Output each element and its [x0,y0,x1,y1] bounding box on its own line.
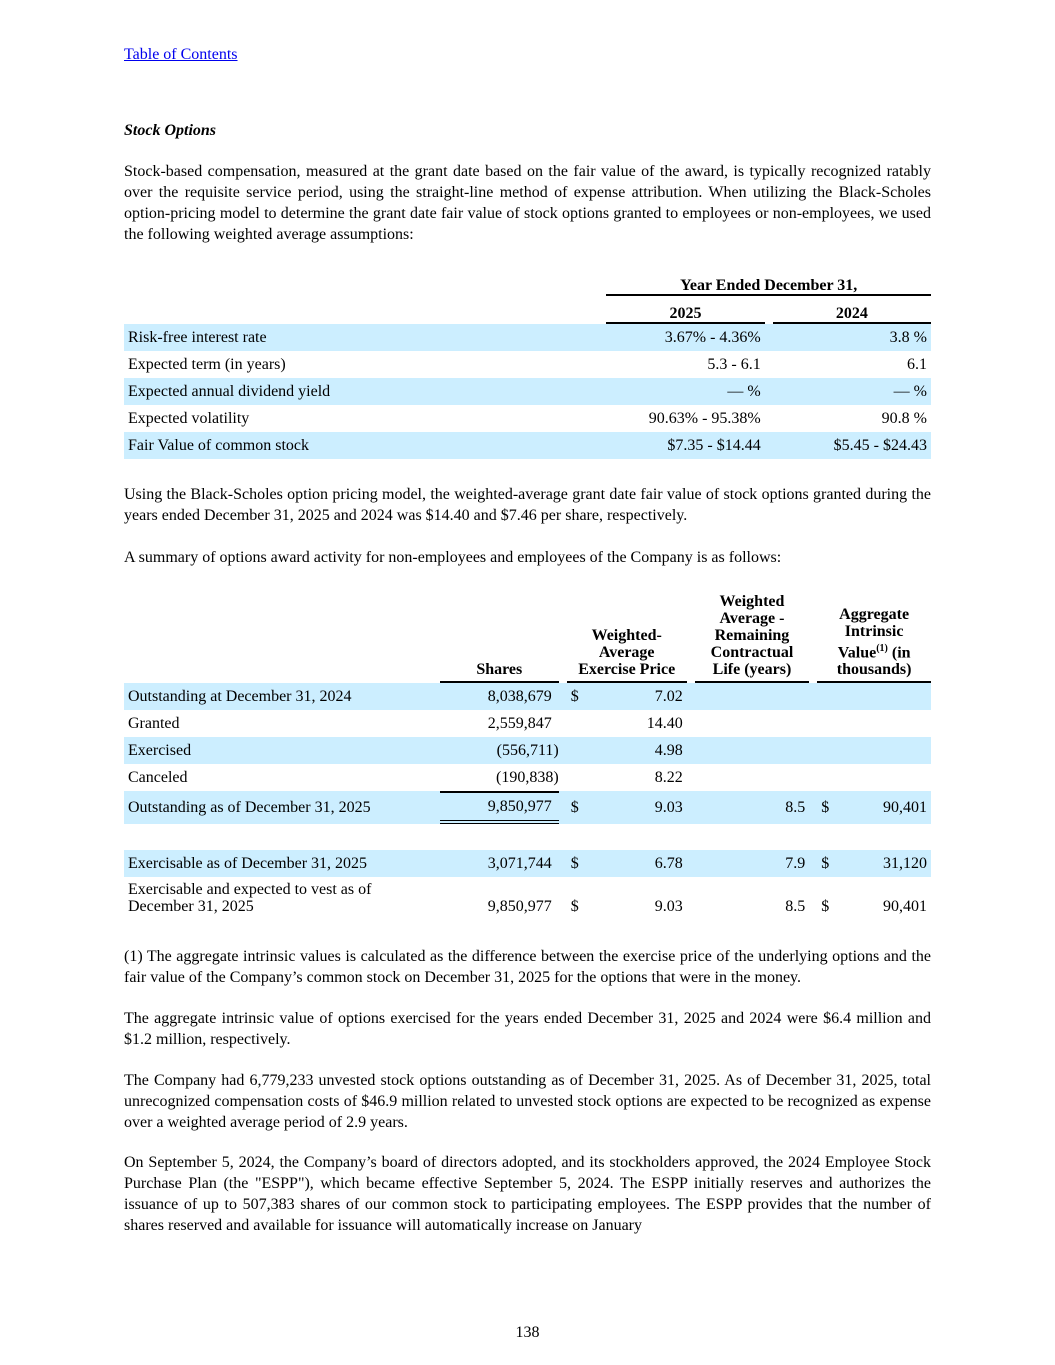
row-label: Canceled [128,769,188,786]
currency-symbol: $ [567,850,589,877]
header-contractual-life: Weighted Average - Remaining Contractual Life (years) [695,593,810,683]
value-2024: $5.45 - $24.43 [773,432,931,459]
exercise-price: 4.98 [589,737,687,764]
paragraph-summary: A summary of options award activity for non-employees and employees of the Company is as follows: [124,549,782,566]
table-of-contents-link[interactable]: Table of Contents [124,46,238,63]
paragraph-intro: Stock-based compensation, measured at the grant date based on the fair value of the award, is typically recognized ratably over the requisite service period, using the straight-line method of expense attribution. When utilizing the Black-Scholes option-pricing model to determine the grant date fair value of stock options granted to employees or non-employees, we used the following weighted average assumptions: [124,163,931,243]
row-label: Exercisable as of December 31, 2025 [124,850,440,877]
paragraph-fair-value: Using the Black-Scholes option pricing model, the weighted-average grant date fair value of stock options granted during the years ended December 31, 2025 and 2024 was $14.40 and $7.46 per share, respectively. [124,486,931,524]
table-row [124,324,931,351]
currency-symbol [567,737,589,764]
section-heading: Stock Options [124,122,217,139]
header-intrinsic-value: Aggregate Intrinsic Value$^{(1)}$ (in thousands) [817,593,931,683]
currency-symbol [567,764,589,791]
shares: (556,711) [440,737,559,764]
table-row [124,351,931,378]
row-label: Granted [128,715,180,732]
currency-symbol [817,737,839,764]
table-row [124,378,931,405]
table-row [124,877,931,919]
intrinsic-value: 90,401 [839,791,931,824]
currency-symbol: $ [817,791,839,824]
year-ended-header: Year Ended December 31, [606,274,931,296]
table-row [124,405,931,432]
assumptions-table [124,274,931,459]
intrinsic-value: 31,120 [839,850,931,877]
row-label: Risk-free interest rate [124,324,598,351]
value-2025: $7.35 - $14.44 [606,432,764,459]
table-row [124,791,931,824]
page-number: 138 [515,1324,540,1341]
value-2025: — % [606,378,764,405]
footnote-1: (1) The aggregate intrinsic values is calculated as the difference between the exercise price of the underlying options and the fair value of the Company’s common stock on December 31, 2025 for the options that were in the money. [124,948,931,986]
row-label: Outstanding at December 31, 2024 [124,683,440,710]
shares: 2,559,847 [487,715,552,732]
value-2025: 3.67% - 4.36% [606,324,764,351]
year-header-2025: 2025 [606,296,764,324]
contractual-life: 8.5 [695,791,810,824]
paragraph-unvested: The Company had 6,779,233 unvested stock options outstanding as of December 31, 2025. As of December 31, 2025, total unrecognized compensation costs of $46.9 million related to unvested stock options are expected to be recognized as expense over a weighted average period of 2.9 years. [124,1072,931,1131]
intrinsic-value [839,764,931,791]
value-2025: 5.3 - 6.1 [707,356,761,373]
paragraph-intrinsic-exercised: The aggregate intrinsic value of options exercised for the years ended December 31, 2025 and 2024 were $6.4 million and $1.2 million, respectively. [124,1010,931,1048]
options-activity-table [124,593,931,919]
table-row [124,764,931,791]
exercise-price: 6.78 [589,850,687,877]
exercise-price: 7.02 [589,683,687,710]
contractual-life [695,764,810,791]
value-2024: 6.1 [907,356,927,373]
row-label: Expected volatility [128,410,250,427]
value-2024: — % [773,378,931,405]
value-2024: 90.8 % [881,410,927,427]
shares: 9,850,977 [440,791,559,824]
value-2024: 3.8 % [773,324,931,351]
currency-symbol [817,764,839,791]
row-label: Fair Value of common stock [124,432,598,459]
shares: 8,038,679 [440,683,559,710]
currency-symbol [567,710,589,737]
header-exercise-price: Weighted-Average Exercise Price [567,593,687,683]
exercise-price: 9.03 [589,791,687,824]
currency-symbol: $ [817,850,839,877]
value-2025: 90.63% - 95.38% [648,410,761,427]
currency-symbol [817,710,839,737]
table-row [124,710,931,737]
currency-symbol: $ [570,898,579,915]
exercise-price: 9.03 [654,898,683,915]
shares: 3,071,744 [440,850,559,877]
row-label: Exercised [124,737,440,764]
currency-symbol: $ [821,898,830,915]
row-label: Expected term (in years) [128,356,286,373]
year-header-2024: 2024 [773,296,931,324]
table-row [124,683,931,710]
row-label: Exercisable and expected to vest as of December 31, 2025 [128,881,372,915]
exercise-price: 14.40 [646,715,683,732]
header-shares: Shares [440,593,559,683]
intrinsic-value: 90,401 [883,898,927,915]
row-label: Outstanding as of December 31, 2025 [124,791,440,824]
row-label: Expected annual dividend yield [124,378,598,405]
currency-symbol: $ [567,683,589,710]
contractual-life [695,683,810,710]
contractual-life [695,737,810,764]
exercise-price: 8.22 [654,769,683,786]
contractual-life: 8.5 [785,898,806,915]
contractual-life [695,710,810,737]
shares: (190,838) [496,769,559,786]
table-row [124,737,931,764]
paragraph-espp: On September 5, 2024, the Company’s board of directors adopted, and its stockholders approved, the 2024 Employee Stock Purchase Plan (the "ESPP"), which became effective September 5, 2024. The ESPP initially reserves and authorizes the issuance of up to 507,383 shares of our common stock to participating employees. The ESPP provides that the number of shares reserved and available for issuance will automatically increase on January [124,1154,931,1234]
table-row [124,432,931,459]
table-row [124,850,931,877]
intrinsic-value [839,710,931,737]
currency-symbol: $ [567,791,589,824]
intrinsic-value [839,683,931,710]
currency-symbol [817,683,839,710]
intrinsic-value [839,737,931,764]
shares: 9,850,977 [487,898,552,915]
contractual-life: 7.9 [695,850,810,877]
